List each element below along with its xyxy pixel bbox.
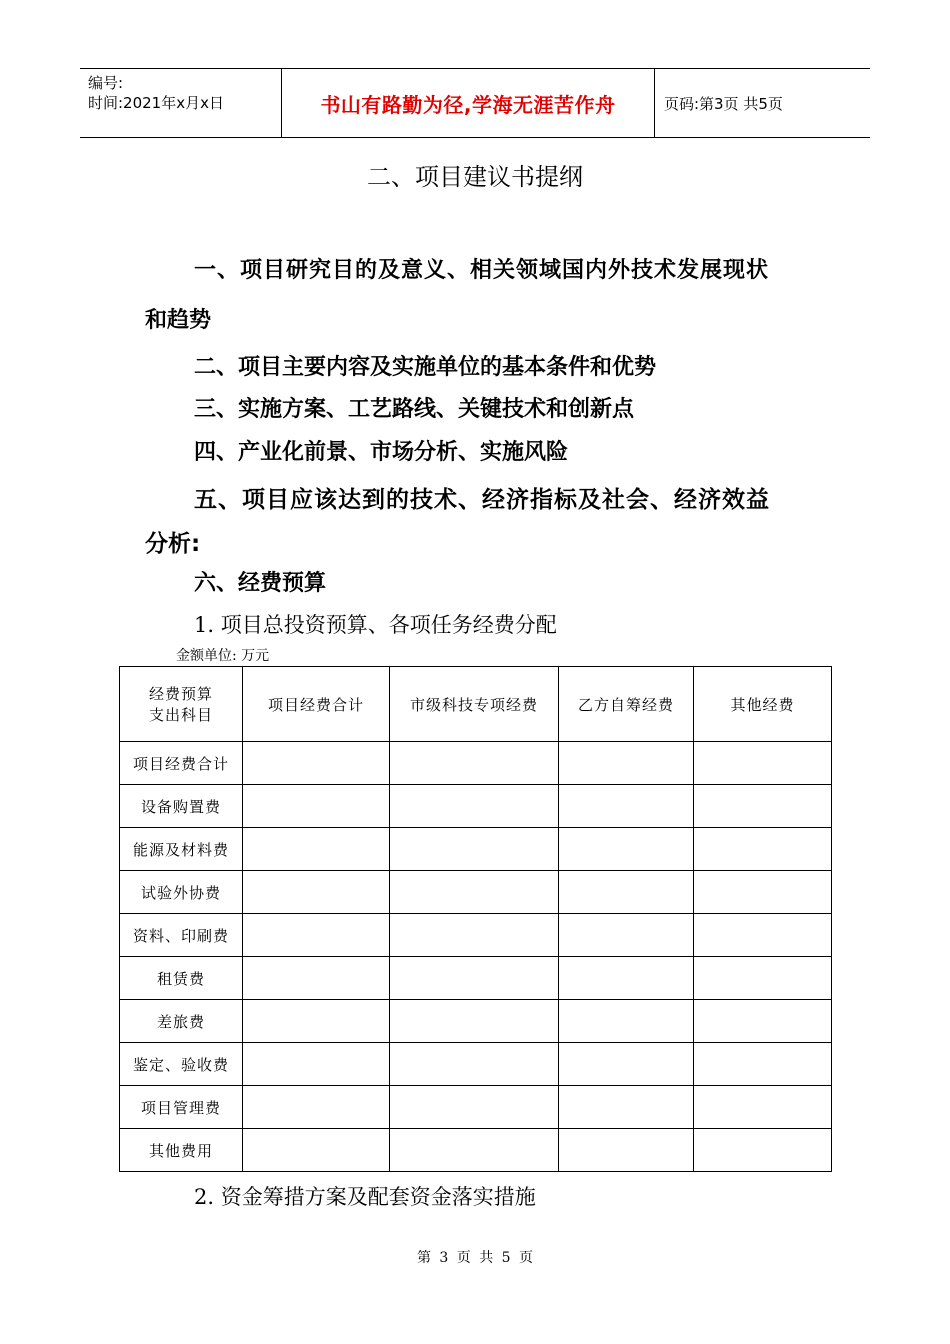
header-divider bbox=[654, 69, 655, 137]
table-cell[interactable] bbox=[694, 1043, 832, 1086]
page-footer: 第 3 页 共 5 页 bbox=[416, 1250, 534, 1266]
date-label: 时间:2021年x月x日 bbox=[88, 94, 224, 112]
outline-item-3: 三、实施方案、工艺路线、关键技术和创新点 bbox=[194, 397, 635, 422]
table-cell[interactable] bbox=[694, 1129, 832, 1172]
table-cell[interactable] bbox=[559, 1043, 694, 1086]
outline-item-1-cont: 和趋势 bbox=[145, 308, 212, 333]
table-cell[interactable] bbox=[243, 957, 390, 1000]
table-cell[interactable] bbox=[694, 957, 832, 1000]
table-cell[interactable] bbox=[243, 1000, 390, 1043]
table-row bbox=[120, 1129, 832, 1172]
row-label: 项目经费合计 bbox=[120, 742, 243, 785]
table-cell[interactable] bbox=[694, 1086, 832, 1129]
table-cell[interactable] bbox=[694, 1000, 832, 1043]
table-cell[interactable] bbox=[390, 1043, 559, 1086]
table-cell[interactable] bbox=[694, 914, 832, 957]
table-cell[interactable] bbox=[243, 785, 390, 828]
corner-label-top: 经费预算 bbox=[148, 685, 213, 703]
row-label: 能源及材料费 bbox=[120, 828, 243, 871]
table-corner-cell bbox=[120, 667, 243, 742]
serial-label: 编号: bbox=[88, 74, 124, 92]
corner-label-bottom: 支出科目 bbox=[148, 706, 213, 724]
subsection-1: 1. 项目总投资预算、各项任务经费分配 bbox=[194, 613, 557, 637]
table-cell[interactable] bbox=[390, 742, 559, 785]
row-label: 设备购置费 bbox=[120, 785, 243, 828]
table-cell[interactable] bbox=[694, 871, 832, 914]
table-row bbox=[120, 914, 832, 957]
table-cell[interactable] bbox=[559, 957, 694, 1000]
table-cell[interactable] bbox=[559, 828, 694, 871]
table-cell[interactable] bbox=[243, 1086, 390, 1129]
table-cell[interactable] bbox=[390, 914, 559, 957]
outline-item-2: 二、项目主要内容及实施单位的基本条件和优势 bbox=[194, 355, 657, 380]
row-label: 租赁费 bbox=[120, 957, 243, 1000]
table-cell[interactable] bbox=[559, 1000, 694, 1043]
column-header: 项目经费合计 bbox=[243, 667, 390, 742]
amount-unit: 金额单位: 万元 bbox=[176, 648, 270, 664]
table-cell[interactable] bbox=[243, 1129, 390, 1172]
table-cell[interactable] bbox=[243, 871, 390, 914]
row-label: 项目管理费 bbox=[120, 1086, 243, 1129]
table-cell[interactable] bbox=[390, 1086, 559, 1129]
row-label: 试验外协费 bbox=[120, 871, 243, 914]
table-header-row bbox=[120, 667, 832, 742]
table-cell[interactable] bbox=[390, 1000, 559, 1043]
outline-item-1: 一、项目研究目的及意义、相关领域国内外技术发展现状 bbox=[194, 258, 770, 283]
table-cell[interactable] bbox=[243, 828, 390, 871]
table-cell[interactable] bbox=[559, 742, 694, 785]
row-label: 差旅费 bbox=[120, 1000, 243, 1043]
table-cell[interactable] bbox=[694, 828, 832, 871]
row-label: 鉴定、验收费 bbox=[120, 1043, 243, 1086]
table-row bbox=[120, 1086, 832, 1129]
table-cell[interactable] bbox=[559, 785, 694, 828]
table-cell[interactable] bbox=[243, 1043, 390, 1086]
table-row bbox=[120, 957, 832, 1000]
outline-item-5: 五、项目应该达到的技术、经济指标及社会、经济效益 bbox=[194, 487, 770, 513]
outline-item-4: 四、产业化前景、市场分析、实施风险 bbox=[194, 440, 569, 465]
table-cell[interactable] bbox=[243, 914, 390, 957]
table-row bbox=[120, 1000, 832, 1043]
table-cell[interactable] bbox=[390, 957, 559, 1000]
table-cell[interactable] bbox=[243, 742, 390, 785]
row-label: 资料、印刷费 bbox=[120, 914, 243, 957]
header-meta bbox=[88, 73, 224, 113]
outline-item-5-cont: 分析: bbox=[145, 531, 201, 557]
column-header: 市级科技专项经费 bbox=[390, 667, 559, 742]
header-page-number: 页码:第3页 共5页 bbox=[664, 94, 783, 113]
table-cell[interactable] bbox=[559, 1086, 694, 1129]
table-cell[interactable] bbox=[390, 828, 559, 871]
page-title: 二、项目建议书提纲 bbox=[367, 163, 583, 191]
table-row bbox=[120, 785, 832, 828]
table-row bbox=[120, 871, 832, 914]
table-cell[interactable] bbox=[390, 871, 559, 914]
table-row bbox=[120, 828, 832, 871]
table-row bbox=[120, 1043, 832, 1086]
table-cell[interactable] bbox=[559, 871, 694, 914]
table-cell[interactable] bbox=[694, 742, 832, 785]
column-header: 其他经费 bbox=[694, 667, 832, 742]
table-cell[interactable] bbox=[390, 1129, 559, 1172]
header-motto: 书山有路勤为径,学海无涯苦作舟 bbox=[320, 92, 616, 117]
subsection-2: 2. 资金筹措方案及配套资金落实措施 bbox=[194, 1185, 536, 1209]
table-cell[interactable] bbox=[390, 785, 559, 828]
table-cell[interactable] bbox=[694, 785, 832, 828]
table-row bbox=[120, 742, 832, 785]
table-cell[interactable] bbox=[559, 1129, 694, 1172]
column-header: 乙方自筹经费 bbox=[559, 667, 694, 742]
row-label: 其他费用 bbox=[120, 1129, 243, 1172]
outline-item-6: 六、经费预算 bbox=[194, 571, 327, 596]
table-cell[interactable] bbox=[559, 914, 694, 957]
page-header bbox=[80, 68, 870, 138]
budget-table bbox=[119, 666, 832, 1172]
